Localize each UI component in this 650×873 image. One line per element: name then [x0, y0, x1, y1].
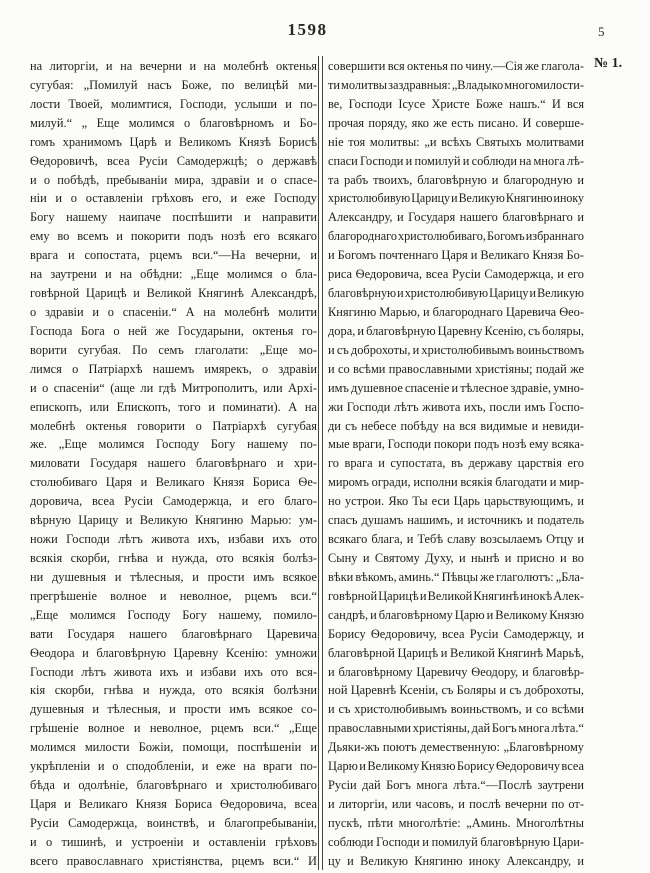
text-line: спаси Господи и помилуй и соблюди на многа лѣ- [328, 153, 584, 168]
text-line: но устрои. Яко Ты еси Царь царьствующимъ, и [328, 494, 584, 509]
text-line: говѣрной Царицѣ и Великой Княгинѣ Александрѣ, [30, 286, 317, 301]
text-line: ножи Господи лѣтъ живота ихъ, избави ихъ ото [30, 532, 317, 547]
text-line: врага и сопостата, рцемъ вси.“—На вечерни, и [30, 248, 317, 263]
text-line: вѣрную Царицу и Великую Княгиню Марью: ум- [30, 513, 317, 528]
text-line: вѣки вѣкомъ, аминь.“ Пѣвцы же глаголютъ: „Бла- [328, 569, 584, 584]
text-line: дора, и благовѣрную Царевну Ксенію, съ боляры, [328, 323, 584, 338]
text-line: ворити сугубая. По семъ глаголати: „Еще мо- [30, 342, 317, 357]
text-line: ніи и о оставленіи грѣховъ его, и еже Господу [30, 191, 317, 206]
text-line: Господа Бога о ней же Государыни, октенья го- [30, 323, 317, 338]
text-line: вати Государя нашего благовѣрнаго Царевича [30, 626, 317, 641]
text-line: всякія скорби, гнѣва и нужда, ото всякія болѣз- [30, 550, 317, 565]
text-line: Царя и Великаго Князя Бориса Ѳедоровича, всеа [30, 796, 317, 811]
page-header-year: 1598 [287, 20, 328, 39]
text-line: риса Ѳедоровича, всеа Русіи Самодержца, и его [328, 267, 584, 282]
text-line: совершити вся октенья по чину.—Сія же глагола- [328, 59, 584, 73]
text-line: Княгиню Марью, и благороднаго Царевича Ѳео- [328, 304, 584, 319]
text-line: Богу нашему наипаче поспѣшити и направити [30, 210, 317, 225]
text-line: столюбиваго Царя и Великаго Князя Бориса Ѳе- [30, 475, 317, 490]
text-line: пускѣ, пѣти многолѣтіе: „Аминь. Многолѣтны [328, 815, 584, 830]
text-line: говѣрной Царицѣ и Великой Княгинѣ инокѣ Алек- [328, 588, 584, 603]
text-line: молебнѣ октенья говорити о Патріархѣ сугубая [30, 418, 317, 433]
text-line: Сыну и Святому Духу, и нынѣ и присно и во [328, 550, 584, 565]
text-line: ни душевныя и тѣлесныя, и прости имъ всякое [30, 569, 317, 584]
text-line: и о тишинѣ, и устроеніи и оставленіи грѣховъ [30, 834, 317, 849]
text-line: ной Царевнѣ Ксеніи, съ Боляры и съ доброхоты, [328, 683, 584, 698]
text-line: сандрѣ, и благовѣрному Царю и Великому Князю [328, 607, 584, 622]
text-line: лости Твоей, молимтися, Господи, услыши и по- [30, 96, 317, 111]
text-line: душевныя и тѣлесныя, и прости имъ всякое со- [30, 702, 317, 717]
text-line: и со всѣми православными христіяны; подай же [328, 361, 584, 376]
margin-entry-number: № 1. [594, 56, 623, 71]
text-line: Дьяки-жъ поютъ демественную: „Благовѣрному [328, 740, 584, 755]
text-line: „Еще молимся Господу Богу нашему, помило- [30, 607, 317, 622]
text-line: всего православнаго христіянства, рцемъ вси.“ И [30, 853, 317, 868]
text-line: жи Господи лѣтъ живота ихъ, посли имъ Госпо- [328, 399, 584, 414]
text-line: Ѳеодора и благовѣрную Царевну Ксенію: умножи [30, 645, 317, 660]
text-line: и Богомъ почтеннаго Царя и Великаго Князя Бо- [328, 248, 584, 263]
text-line: спасъ душамъ нашимъ, и источникъ и податель [328, 513, 584, 528]
text-line: христолюбивую Царицу и Великую Княгиню иноку [328, 191, 584, 206]
text-line: го врага и супостата, въ державу царствія его [328, 456, 584, 471]
page-number: 5 [598, 24, 605, 39]
text-line: всякаго блага, и Тебѣ славу возсылаемъ Отцу и [328, 532, 584, 547]
text-line: Царю и Великому Князю Борису Ѳедоровичу всеа [328, 759, 584, 774]
text-line: Русіи Самодержца, воинствѣ, и благопребываніи, [30, 815, 317, 830]
text-line: благороднаго христолюбиваго, Богомъ избраннаго [328, 229, 584, 244]
text-line: мые враги, Господи покори подъ нозѣ ему всяка- [328, 437, 584, 452]
text-line: и о побѣдѣ, пребываніи мира, здравіи и о спасе- [30, 172, 317, 187]
text-line: лимся о Патріархѣ нашемъ имярекъ, о здравіи [30, 361, 317, 376]
text-line: бѣда и одолѣніе, благовѣрнаго и христолюбиваго [30, 778, 317, 793]
text-line: и съ христолюбивымъ воиньствомъ, и со всѣми [328, 702, 584, 717]
text-line: на литоргіи, и на вечерни и на молебнѣ октенья [30, 59, 317, 73]
text-line: доровича, всеа Русіи Самодержца, и его благо- [30, 494, 317, 509]
text-line: ве, Господи Ісусе Христе Боже нашъ.“ И вся [328, 96, 584, 111]
column-divider-rule [318, 56, 323, 870]
text-line: цу и Великую Княгиню иноку Александру, и [328, 853, 584, 868]
text-line: ніе тоя молитвы: „и всѣхъ Святыхъ молитвами [328, 134, 584, 149]
text-line: прегрѣшеніе волное и неволное, рцемъ вси.“ [30, 588, 317, 603]
text-line: кія скорби, гнѣва и нужда, ото всякія болѣзни [30, 683, 317, 698]
text-line: Борису Ѳедоровичу, всеа Русіи Самодержцу, и [328, 626, 584, 641]
text-line: гомъ хранимомъ Царѣ и Великомъ Князѣ Борисѣ [30, 134, 317, 149]
text-line: Александру, и Государя нашего благовѣрнаго и [328, 210, 584, 225]
text-line: укрѣпленіи и о сподобленіи, и еже на враги по- [30, 759, 317, 774]
text-line: епископъ, или Епископъ, того и поминати). А на [30, 399, 317, 414]
right-text-column [328, 57, 584, 871]
text-line: православными христіяны, дай Богъ многа лѣта.“ [328, 721, 584, 736]
text-line: же. „Еще молимся Господу Богу нашему по- [30, 437, 317, 452]
text-line: на заутрени и на обѣдни: „Еще молимся о бла- [30, 267, 317, 282]
text-line: ти молитвы заздравныя: „Владыко многомилости- [328, 77, 584, 92]
text-line: сугубая: „Помилуй насъ Боже, по велицѣй ми- [30, 77, 317, 92]
text-line: соблюди Господи и помилуй благовѣрную Цари- [328, 834, 584, 849]
text-line: и литоргіи, или часовъ, и послѣ вечерни по от- [328, 796, 584, 811]
text-line: о здравіи и о спасеніи.“ А на молебнѣ молити [30, 304, 317, 319]
text-line: ему во всемъ и покорити подъ нозѣ его всякаго [30, 229, 317, 244]
text-line: имъ душевное спасеніе и тѣлесное здравіе, умно- [328, 380, 584, 395]
text-line: та рабъ твоихъ, благовѣрную и благородную и [328, 172, 584, 187]
text-line: и благовѣрному Царевичу Ѳеодору, и благовѣр- [328, 664, 584, 679]
text-line: миловати Государя нашего благовѣрнаго и хри- [30, 456, 317, 471]
text-line: Господи лѣтъ живота ихъ и избави ихъ ото вся- [30, 664, 317, 679]
text-line: Русіи дай Богъ многа лѣта.“—Послѣ заутрени [328, 778, 584, 793]
text-line: и съ доброхоты, и христолюбивымъ воиньствомъ [328, 342, 584, 357]
text-line: грѣшеніе волное и неволное, рцемъ вси.“ „Еще [30, 721, 317, 736]
text-line: миромъ огради, исполни всякія благодати и мир- [328, 475, 584, 490]
text-line: милуй.“ „ Еще молимся о благовѣрномъ и Бо- [30, 115, 317, 130]
text-line: молимся милости Божіи, помощи, поспѣшеніи и [30, 740, 317, 755]
text-line: Ѳедоровичѣ, всеа Русіи Самодержцѣ; о державѣ [30, 153, 317, 168]
text-line: благовѣрной Царицѣ и Великой Княгинѣ Марьѣ, [328, 645, 584, 660]
text-line: прочая поряду, яко же есть писано. И соверше- [328, 115, 584, 130]
text-line: благовѣрную и христолюбивую Царицу и Великую [328, 286, 584, 301]
text-line: и о спасеніи“ (аще ли гдѣ Митрополитъ, или Архі- [30, 380, 317, 395]
text-line: ди съ небесе побѣду на вся видимые и невиди- [328, 418, 584, 433]
left-text-column [30, 57, 317, 871]
